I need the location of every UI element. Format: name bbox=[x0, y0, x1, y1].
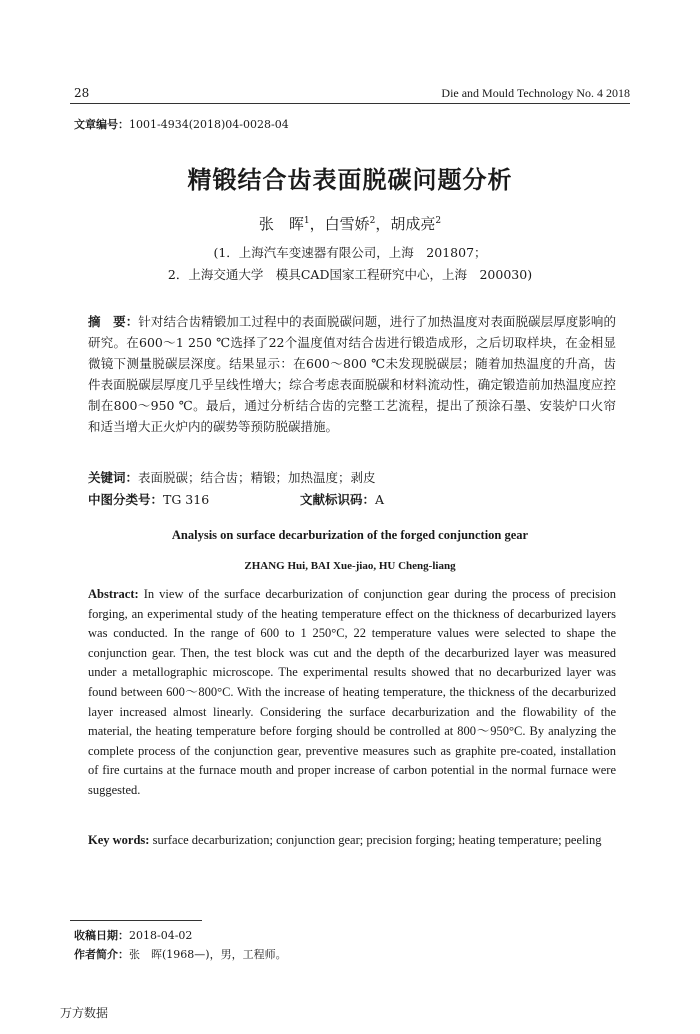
page-number: 28 bbox=[74, 86, 90, 100]
footnote-divider bbox=[70, 920, 202, 921]
affiliation-1: (1．上海汽车变速器有限公司，上海 201807； bbox=[213, 245, 487, 260]
keywords-cn bbox=[88, 468, 376, 486]
author-affiliation-mark: 1 bbox=[303, 216, 310, 226]
article-number bbox=[74, 116, 289, 132]
abstract-en bbox=[88, 585, 616, 801]
author-affiliation-mark: 2 bbox=[369, 216, 376, 226]
abstract-cn bbox=[88, 311, 616, 437]
author-separator: ， bbox=[309, 215, 325, 233]
article-number-value: 1001-4934(2018)04-0028-04 bbox=[129, 118, 289, 131]
author-affiliation-mark: 2 bbox=[435, 216, 442, 226]
author-separator: ， bbox=[375, 215, 391, 233]
keywords-en-label: Key words: bbox=[88, 833, 150, 847]
author-bio-label: 作者简介： bbox=[74, 948, 129, 961]
abstract-en-text: In view of the surface decarburization of conjunction gear during the process of precision forging, an experimental study of the heating temperature effect on the thickness of decarburized layers was conducted. In the range of 600 to 1 250°C, 22 temperature values were selected to shape the conjunction gear. Then, the test block was cut and the depth of the decarburized layer was measured under a metallographic microscope. The experimental results showed that no decarburized layer was found between 600～800°C. With the increase of heating temperature, the thickness of the decarburized layer increased almost linearly. Considering the surface decarburization and the flowability of the material, the heating temperature before forging should be controlled at 800～950°C. By analyzing the complete process of the conjunction gear, preventive measures such as graphite pre-coated, installation of fire curtains at the furnace mouth and proper increase of carbon potential in the normal furnace were suggested. bbox=[88, 587, 617, 797]
document-code bbox=[300, 490, 384, 508]
clc-value: TG 316 bbox=[163, 492, 210, 507]
header-divider bbox=[70, 103, 630, 104]
document-code-label: 文献标识码： bbox=[300, 492, 376, 507]
received-date-value: 2018-04-02 bbox=[129, 929, 193, 942]
author-bio bbox=[74, 946, 287, 962]
author-list-en: ZHANG Hui, BAI Xue-jiao, HU Cheng-liang bbox=[244, 560, 456, 572]
author-name: 张 晖 bbox=[258, 215, 304, 233]
author-name: 白雪娇 bbox=[324, 215, 370, 233]
author-list-cn bbox=[0, 213, 700, 234]
abstract-cn-label: 摘 要： bbox=[88, 314, 139, 329]
article-number-label: 文章编号： bbox=[74, 118, 129, 131]
received-date bbox=[74, 927, 192, 943]
watermark: 万方数据 bbox=[60, 1006, 109, 1020]
keywords-en-text: surface decarburization; conjunction gear; precision forging; heating temperature; peeling bbox=[152, 833, 602, 847]
english-title: Analysis on surface decarburization of the forged conjunction gear bbox=[171, 528, 529, 542]
page-title: 精锻结合齿表面脱碳问题分析 bbox=[187, 166, 513, 194]
abstract-en-label: Abstract: bbox=[88, 587, 139, 601]
document-code-value: A bbox=[375, 492, 385, 507]
author-name: 胡成亮 bbox=[390, 215, 436, 233]
keywords-en bbox=[88, 831, 616, 851]
author-bio-value: 张 晖(1968—)，男，工程师。 bbox=[129, 948, 287, 961]
received-date-label: 收稿日期： bbox=[74, 929, 129, 942]
clc-number bbox=[88, 490, 209, 508]
keywords-cn-text: 表面脱碳；结合齿；精锻；加热温度；剥皮 bbox=[138, 470, 376, 485]
keywords-cn-label: 关键词： bbox=[88, 470, 139, 485]
clc-label: 中图分类号： bbox=[88, 492, 164, 507]
abstract-cn-text: 针对结合齿精锻加工过程中的表面脱碳问题，进行了加热温度对表面脱碳层厚度影响的研究。在600～1 250 ℃选择了22个温度值对结合齿进行锻造成形，之后切取样块，在金相显微镜下测量脱碳层深度。结果显示：在600～800 ℃未发现脱碳层；随着加热温度的升高，齿件表面脱碳层厚度几乎呈线性增大；综合考虑表面脱碳和材料流动性，确定锻造前加热温度应控制在800～950 ℃。最后，通过分析结合齿的完整工艺流程，提出了预涂石墨、安装炉口火帘和适当增大正火炉内的碳势等预防脱碳措施。 bbox=[88, 314, 616, 434]
affiliation-2: 2．上海交通大学 模具CAD国家工程研究中心，上海 200030) bbox=[167, 267, 533, 282]
journal-running-header: Die and Mould Technology No. 4 2018 bbox=[441, 86, 630, 100]
